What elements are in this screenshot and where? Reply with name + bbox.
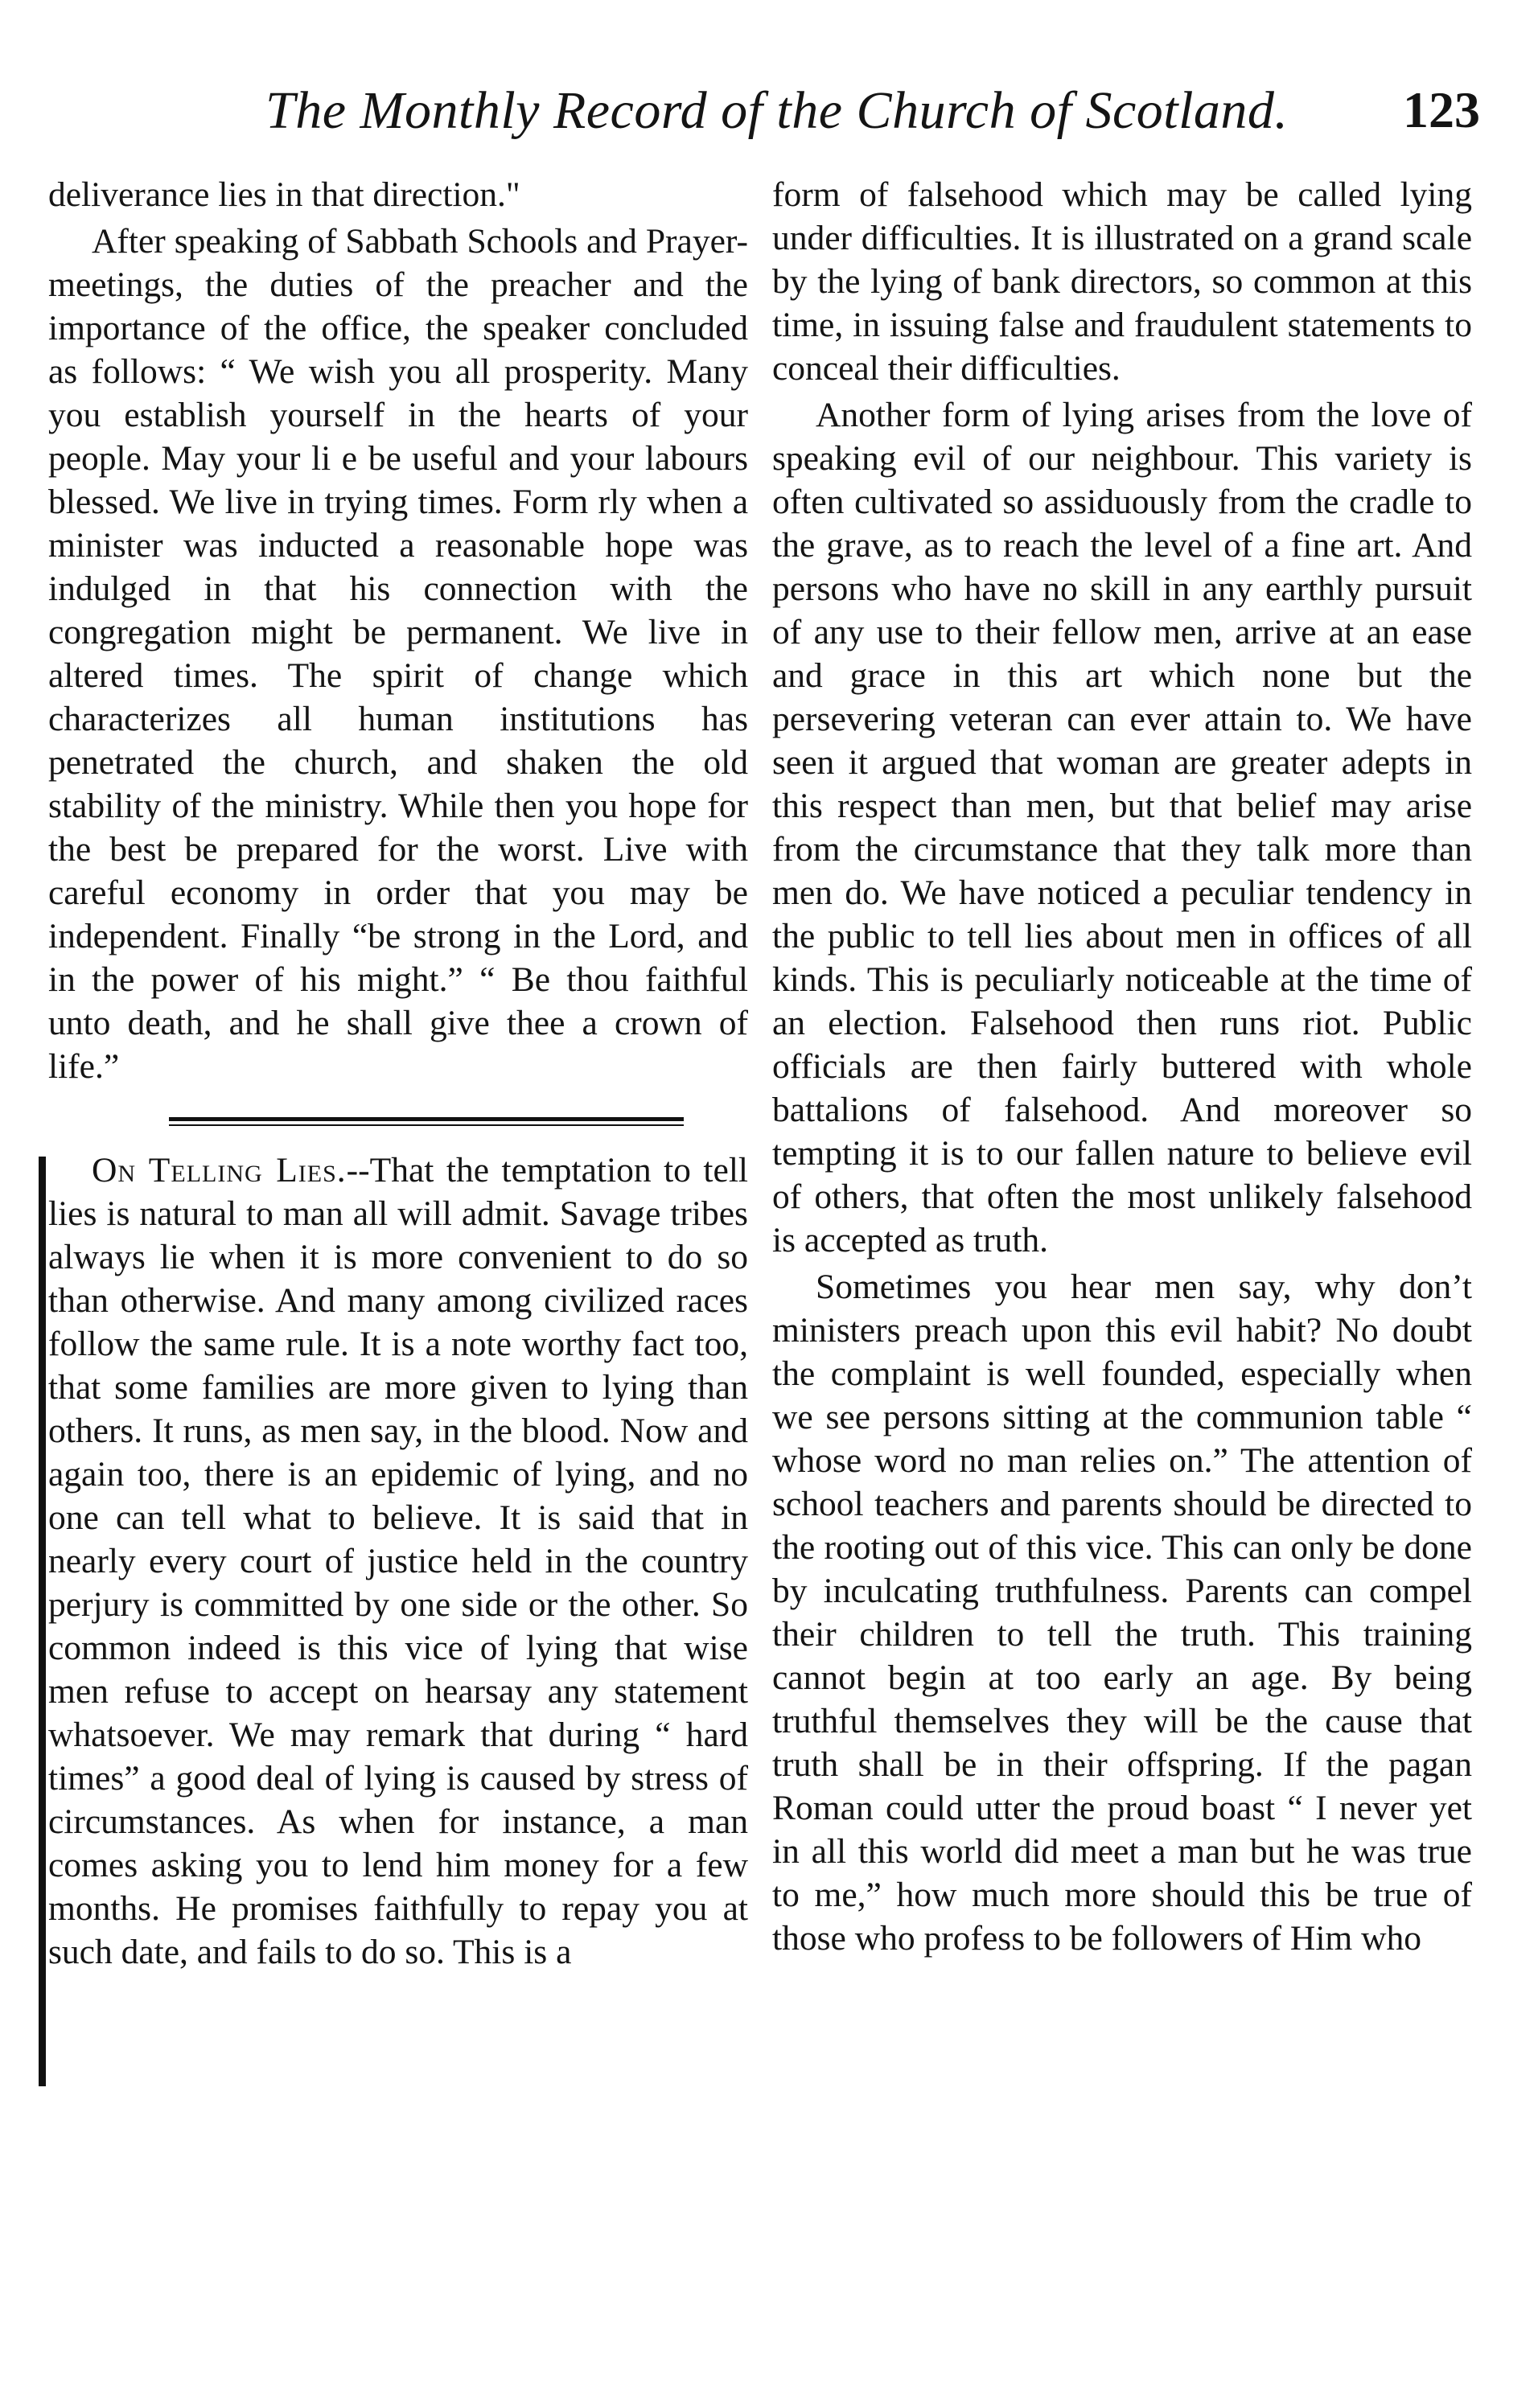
paragraph: form of falsehood which may be called lying under difficulties. It is illustrated on a grand scale by the lying of bank directors, so common at this time, in issuing false and fraudulent statements to conceal their difficulties. <box>772 175 1472 388</box>
right-column <box>772 173 1472 2376</box>
article-on-telling-lies <box>48 1149 748 1974</box>
section-divider <box>169 1117 684 1126</box>
running-title: The Monthly Record of the Church of Scotland. <box>265 81 1289 140</box>
page-header <box>48 80 1480 153</box>
paragraph: After speaking of Sabbath Schools and Prayer-meetings, the duties of the preacher and the importance of the office, the speaker concluded as follows: “ We wish you all prosperity. Many you establish yourself in the hearts of your people. May your li e be useful and your labours blessed. We live in trying times. Form rly when a minister was inducted a reasonable hope was indulged in that his connection with the congregation might be permanent. We live in altered times. The spirit of change which characterizes all human institutions has penetrated the church, and shaken the old stability of the ministry. While then you hope for the best be prepared for the worst. Live with careful economy in order that you may be independent. Finally “be strong in the Lord, and in the power of his might.” “ Be thou faithful unto death, and he shall give thee a crown of life.” <box>48 222 748 1086</box>
left-column <box>48 173 748 2376</box>
article-heading: On Telling Lies. <box>92 1151 347 1190</box>
margin-rule <box>39 1157 46 2086</box>
page-number: 123 <box>1403 81 1480 138</box>
paragraph: Another form of lying arises from the love of speaking evil of our neighbour. This variety is often cultivated so assiduously from the cradle to the grave, as to reach the level of a fine art. And persons who have no skill in any earthly pursuit of any use to their fellow men, arrive at an ease and grace in this art which none but the persevering veteran can ever attain to. We have seen it argued that woman are greater adepts in this respect than men, but that belief may arise from the circumstance that they talk more than men do. We have noticed a peculiar tendency in the public to tell lies about men in offices of all kinds. This is peculiarly noticeable at the time of an election. Falsehood then runs riot. Public officials are then fairly buttered with whole battalions of falsehood. And moreover so tempting it is to our fallen nature to believe evil of others, that often the most unlikely falsehood is accepted as truth. <box>772 396 1472 1259</box>
paragraph: Sometimes you hear men say, why don’t ministers preach upon this evil habit? No doubt the complaint is well founded, especially when we see persons sitting at the communion table “ whose word no man relies on.” The attention of school teachers and parents should be directed to the rooting out of this vice. This can only be done by inculcating truthfulness. Parents can compel their children to tell the truth. This training cannot begin at too early an age. By being truthful themselves they will be the cause that truth shall be in their offspring. If the pagan Roman could utter the proud boast “ I never yet in all this world did meet a man but he was true to me,” how much more should this be true of those who profess to be followers of Him who <box>772 1268 1472 1958</box>
paragraph <box>48 1149 748 1974</box>
article-text: --That the temptation to tell lies is natural to man all will admit. Savage tribes always lie when it is more convenient to do so than otherwise. And many among civilized races follow the same rule. It is a note worthy fact too, that some families are more given to lying than others. It runs, as men say, in the blood. Now and again too, there is an epidemic of lying, and no one can tell what to believe. It is said that in nearly every court of justice held in the country perjury is committed by one side or the other. So common indeed is this vice of lying that wise men refuse to accept on hearsay any statement whatsoever. We may remark that during “ hard times” a good deal of lying is caused by stress of circumstances. As when for instance, a man comes asking you to lend him money for a few months. He promises faithfully to repay you at such date, and fails to do so. This is a <box>48 1151 749 1971</box>
paragraph: deliverance lies in that direction." <box>48 175 520 214</box>
